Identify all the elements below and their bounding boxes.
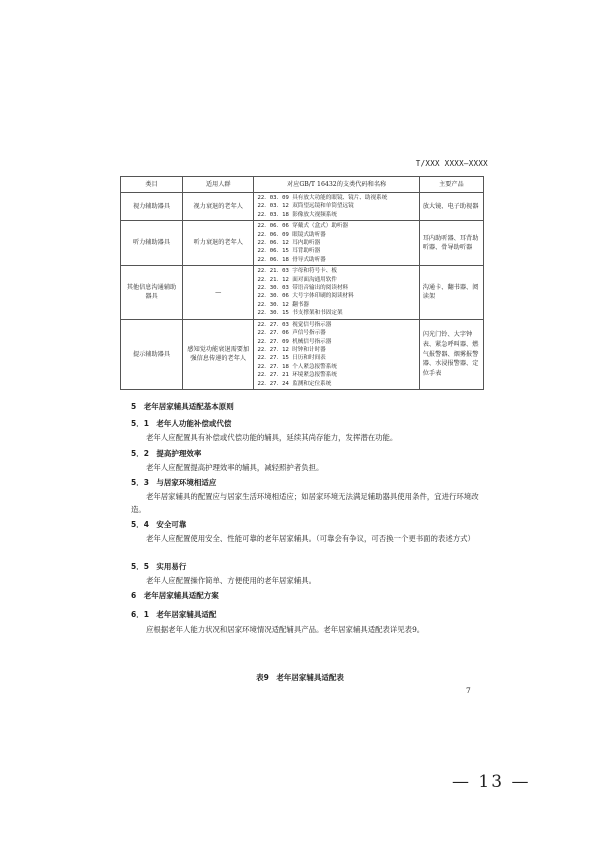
category-cell: 视力辅助器具: [121, 193, 183, 221]
section-heading-6: 6 老年居家辅具适配方案: [131, 591, 219, 600]
category-cell: 听力辅助器具: [121, 221, 183, 266]
codes-cell: [254, 319, 419, 389]
code-line: 22．27．18 个人紧急报警系统: [257, 363, 337, 370]
code-line: 22．27．12 时钟和计时器: [257, 346, 326, 353]
footer-page-label: — 13 —: [452, 772, 531, 792]
table-row: [121, 319, 484, 389]
code-line: 22．30．06 大号字体印刷的阅读材料: [257, 293, 354, 300]
code-line: 22．27．15 日历和时间表: [257, 355, 326, 362]
column-header: 对应GB/T 16432的支类代码和名称: [254, 177, 419, 193]
target-cell: 视力衰退的老年人: [183, 193, 254, 221]
table-row: [121, 221, 484, 266]
code-line: 22．27．21 环境紧急报警系统: [257, 372, 337, 379]
code-line: 22．27．24 监测和定位系统: [257, 380, 332, 387]
section-text-6-1: 应根据老年人能力状况和居家环境情况适配辅具产品。老年居家辅具适配表详见表9。: [146, 625, 425, 634]
section-heading-5-2: 5．2 提高护理效率: [131, 449, 202, 458]
section-heading-6-1: 6．1 老年居家辅具适配: [131, 610, 217, 619]
section-text-5-5: 老年人应配置操作简单、方便使用的老年居家辅具。: [146, 576, 316, 585]
column-header: 适用人群: [183, 177, 254, 193]
table-9-caption: 表9 老年居家辅具适配表: [256, 673, 344, 682]
products-cell: 沟通卡、翻书器、阅读架: [419, 266, 483, 319]
section-heading-5-4: 5．4 安全可靠: [131, 520, 187, 529]
code-line: 22．21．03 字母和符号卡、板: [257, 268, 337, 275]
code-line: 22．03．12 双筒望远镜和单筒望远镜: [257, 203, 354, 210]
code-line: 22．06．06 穿戴式（盒式）助听器: [257, 223, 349, 230]
section-text-5-1: 老年人应配置具有补偿或代偿功能的辅具，延续其尚存能力，发挥潜在功能。: [146, 433, 398, 442]
code-line: 22．03．18 影像放大视频系统: [257, 211, 337, 218]
section-text-5-3: 老年居家辅具的配置应与居家生活环境相适应；如居家环境无法满足辅助器具使用条件，宜进行环境改造。: [131, 492, 479, 514]
table-row: [121, 266, 484, 319]
code-line: 22．30．03 带语音输出的阅读材料: [257, 285, 349, 292]
category-cell: 其他信息沟通辅助器具: [121, 266, 183, 319]
code-line: 22．06．15 耳背助听器: [257, 248, 321, 255]
code-line: 22．21．12 面对面沟通用软件: [257, 276, 337, 283]
column-header: 类目: [121, 177, 183, 193]
document-code: T/XXX XXXX—XXXX: [415, 159, 488, 168]
assistive-device-table: [120, 176, 484, 390]
code-line: 22．30．12 翻书器: [257, 301, 309, 308]
products-cell: 放大镜、电子助视器: [419, 193, 483, 221]
code-line: 22．27．09 机械信号指示器: [257, 338, 332, 345]
table-row: [121, 193, 484, 221]
products-cell: 闪光门铃、大字钟表、紧急呼叫器、燃气报警器、烟雾报警器、水浸报警器、定位手表: [419, 319, 483, 389]
target-cell: —: [183, 266, 254, 319]
table-header-row: [121, 177, 484, 193]
section-heading-5-5: 5．5 实用易行: [131, 562, 187, 571]
section-heading-5: 5 老年居家辅具适配基本原则: [131, 402, 234, 411]
code-line: 22．06．09 眼镜式助听器: [257, 231, 326, 238]
target-cell: 听力衰退的老年人: [183, 221, 254, 266]
code-line: 22．06．18 骨导式助听器: [257, 256, 326, 263]
section-text-5-2: 老年人应配置提高护理效率的辅具，减轻照护者负担。: [146, 463, 324, 472]
code-line: 22．03．09 具有放大功能的眼镜、镜片、助视系统: [257, 195, 388, 201]
codes-cell: [254, 193, 419, 221]
section-heading-5-1: 5．1 老年人功能补偿或代偿: [131, 419, 232, 428]
codes-cell: [254, 266, 419, 319]
page-number: 7: [466, 686, 471, 695]
section-heading-5-3: 5．3 与居家环境相适应: [131, 478, 217, 487]
section-text-5-4: 老年人应配置使用安全、性能可靠的老年居家辅具。（可靠会有争议，可否换一个更书面的表述方式）: [146, 534, 475, 543]
target-cell: 感知觉功能衰退需要加强信息传递的老年人: [183, 319, 254, 389]
code-line: 22．27．03 视觉信号指示器: [257, 321, 332, 328]
category-cell: 提示辅助器具: [121, 319, 183, 389]
products-cell: 耳内助听器、耳背助听器、骨导助听器: [419, 221, 483, 266]
codes-cell: [254, 221, 419, 266]
code-line: 22．30．15 书支撑架和书固定架: [257, 310, 343, 317]
code-line: 22．06．12 耳内助听器: [257, 240, 321, 247]
column-header: 主要产品: [419, 177, 483, 193]
code-line: 22．27．06 声信号指示器: [257, 330, 326, 337]
